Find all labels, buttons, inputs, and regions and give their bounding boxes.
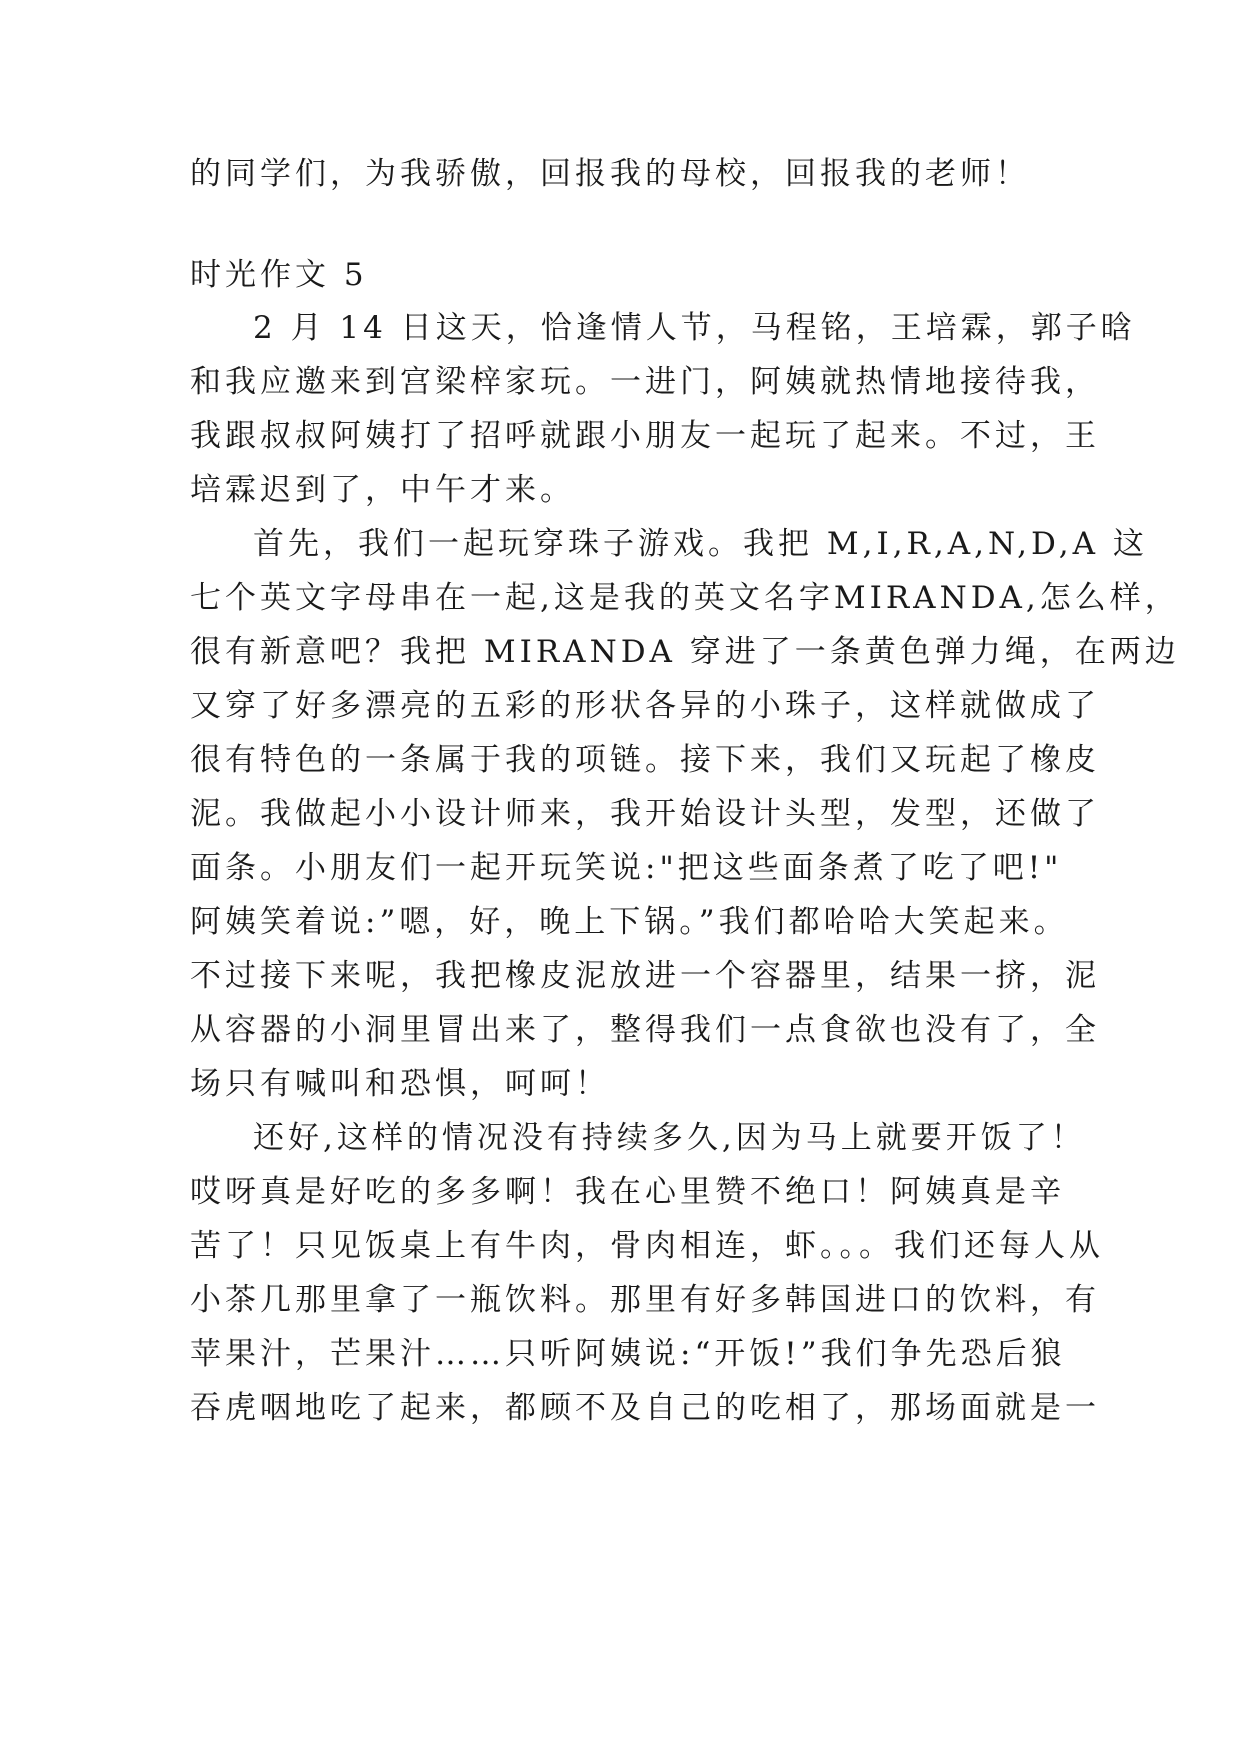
continuation-line: 的同学们，为我骄傲，回报我的母校，回报我的老师！	[190, 156, 1030, 192]
paragraph-3-line-3: 苦了！只见饭桌上有牛肉，骨肉相连，虾。。。我们还每人从	[190, 1228, 1104, 1264]
paragraph-2-line-8: 阿姨笑着说:”嗯，好，晚上下锅。”我们都哈哈大笑起来。	[190, 904, 1069, 940]
paragraph-1-line-4: 培霖迟到了，中午才来。	[190, 472, 575, 508]
paragraph-2-line-4: 又穿了好多漂亮的五彩的形状各异的小珠子，这样就做成了	[190, 688, 1100, 724]
paragraph-2-line-10: 从容器的小洞里冒出来了，整得我们一点食欲也没有了，全	[190, 1012, 1100, 1048]
paragraph-3-line-4: 小茶几那里拿了一瓶饮料。那里有好多韩国进口的饮料，有	[190, 1282, 1100, 1318]
paragraph-2-line-2: 七个英文字母串在一起,这是我的英文名字MIRANDA,怎么样，	[190, 580, 1180, 616]
paragraph-1-line-3: 我跟叔叔阿姨打了招呼就跟小朋友一起玩了起来。不过，王	[190, 418, 1100, 454]
paragraph-1-line-2: 和我应邀来到宫梁梓家玩。一进门，阿姨就热情地接待我，	[190, 364, 1100, 400]
paragraph-3-line-1: 还好,这样的情况没有持续多久,因为马上就要开饭了！	[253, 1120, 1086, 1156]
paragraph-1-line-1: 2 月 14 日这天，恰逢情人节，马程铭，王培霖，郭子晗	[253, 310, 1136, 346]
paragraph-2-line-3: 很有新意吧？我把 MIRANDA 穿进了一条黄色弹力绳，在两边	[190, 634, 1180, 670]
paragraph-2-line-7: 面条。小朋友们一起开玩笑说:"把这些面条煮了吃了吧!"	[190, 850, 1063, 886]
paragraph-3-line-5: 苹果汁，芒果汁……只听阿姨说:“开饭!”我们争先恐后狼	[190, 1336, 1066, 1372]
paragraph-3-line-2: 哎呀真是好吃的多多啊！我在心里赞不绝口！阿姨真是辛	[190, 1174, 1065, 1210]
paragraph-2-line-6: 泥。我做起小小设计师来，我开始设计头型，发型，还做了	[190, 796, 1100, 832]
paragraph-3-line-6: 吞虎咽地吃了起来，都顾不及自己的吃相了，那场面就是一	[190, 1390, 1100, 1426]
section-heading: 时光作文 5	[190, 257, 368, 293]
paragraph-2-line-1: 首先，我们一起玩穿珠子游戏。我把 M,I,R,A,N,D,A 这	[253, 526, 1148, 562]
paragraph-2-line-5: 很有特色的一条属于我的项链。接下来，我们又玩起了橡皮	[190, 742, 1100, 778]
paragraph-2-line-11: 场只有喊叫和恐惧，呵呵！	[190, 1066, 610, 1102]
paragraph-2-line-9: 不过接下来呢，我把橡皮泥放进一个容器里，结果一挤，泥	[190, 958, 1100, 994]
